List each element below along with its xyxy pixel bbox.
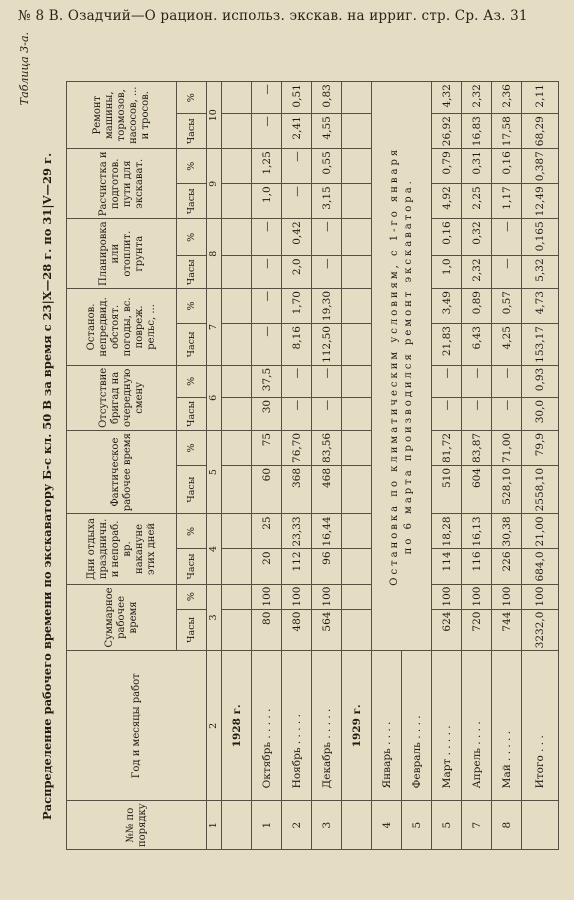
header-group-4: Отсутствие бригад на очередную смену bbox=[67, 365, 177, 430]
year-label: 1928 г. bbox=[222, 651, 252, 801]
total-cell: 2,11 bbox=[522, 82, 559, 114]
total-cell: 3232,0 bbox=[522, 609, 559, 651]
subheader-percent: % bbox=[177, 365, 207, 397]
total-cell: 5,32 bbox=[522, 256, 559, 289]
data-cell: 4,55 bbox=[312, 114, 342, 149]
data-cell: 2,41 bbox=[282, 114, 312, 149]
rotated-table-block bbox=[18, 32, 570, 850]
data-cell: 744 bbox=[492, 609, 522, 651]
data-cell: 100 bbox=[462, 584, 492, 609]
header-period: Год и месяцы работ bbox=[67, 651, 207, 801]
header-group-6: Планировка или отоплит. грунта bbox=[67, 219, 177, 289]
data-cell: — bbox=[312, 256, 342, 289]
column-number: 6 bbox=[207, 365, 222, 430]
data-cell: 2,32 bbox=[462, 82, 492, 114]
empty-cell bbox=[222, 219, 252, 256]
time-distribution-table bbox=[66, 81, 559, 850]
data-cell: — bbox=[462, 397, 492, 430]
data-cell: — bbox=[252, 82, 282, 114]
subheader-percent: % bbox=[177, 149, 207, 184]
row-number bbox=[222, 801, 252, 850]
table-row bbox=[312, 82, 342, 850]
data-cell: 528,10 bbox=[492, 465, 522, 513]
data-cell: 37,5 bbox=[252, 365, 282, 397]
empty-cell bbox=[342, 149, 372, 184]
data-cell: 4,32 bbox=[432, 82, 462, 114]
header-group-1: Суммарное рабочее время bbox=[67, 584, 177, 651]
data-cell: 75 bbox=[252, 430, 282, 465]
data-cell: — bbox=[492, 397, 522, 430]
data-cell: 2,36 bbox=[492, 82, 522, 114]
data-cell: 100 bbox=[312, 584, 342, 609]
header-group-5: Останов. непредвид. обстоят. погоды, вс. повреж. рельс, ... bbox=[67, 289, 177, 366]
total-cell: 21,00 bbox=[522, 514, 559, 549]
data-cell: 16,44 bbox=[312, 514, 342, 549]
data-cell: 510 bbox=[432, 465, 462, 513]
empty-cell bbox=[222, 584, 252, 609]
empty-cell bbox=[342, 256, 372, 289]
total-cell: 68,29 bbox=[522, 114, 559, 149]
data-cell: 112 bbox=[282, 549, 312, 584]
data-cell: — bbox=[432, 365, 462, 397]
data-cell: 0,55 bbox=[312, 149, 342, 184]
table-row bbox=[432, 82, 462, 850]
data-cell: 16,13 bbox=[462, 514, 492, 549]
data-cell: — bbox=[252, 114, 282, 149]
data-cell: 23,33 bbox=[282, 514, 312, 549]
total-cell: 0,165 bbox=[522, 219, 559, 256]
note-line: по 6 марта производился ремонт экскаватора. bbox=[402, 178, 414, 555]
data-cell: 112,50 bbox=[312, 324, 342, 366]
column-number: 7 bbox=[207, 289, 222, 366]
row-number bbox=[522, 801, 559, 850]
data-cell: 8,16 bbox=[282, 324, 312, 366]
total-cell: 79,9 bbox=[522, 430, 559, 465]
empty-cell bbox=[222, 465, 252, 513]
table-row bbox=[462, 82, 492, 850]
table-row bbox=[342, 82, 372, 850]
empty-cell bbox=[342, 184, 372, 219]
data-cell: — bbox=[492, 365, 522, 397]
period-label: Декабрь . . . . . bbox=[312, 651, 342, 801]
data-cell: 114 bbox=[432, 549, 462, 584]
total-cell: 4,73 bbox=[522, 289, 559, 324]
row-number: 2 bbox=[282, 801, 312, 850]
data-cell: 0,79 bbox=[432, 149, 462, 184]
empty-cell bbox=[222, 324, 252, 366]
data-cell: 100 bbox=[282, 584, 312, 609]
data-cell: 30,38 bbox=[492, 514, 522, 549]
table-row bbox=[492, 82, 522, 850]
subheader-hours: Часы bbox=[177, 256, 207, 289]
row-number: 8 bbox=[492, 801, 522, 850]
total-row bbox=[522, 82, 559, 850]
data-cell: 20 bbox=[252, 549, 282, 584]
year-label: 1929 г. bbox=[342, 651, 372, 801]
data-cell: 1,0 bbox=[252, 184, 282, 219]
period-label: Февраль . . . . bbox=[402, 651, 432, 801]
row-number: 5 bbox=[432, 801, 462, 850]
data-cell: 19,30 bbox=[312, 289, 342, 324]
data-cell: 100 bbox=[432, 584, 462, 609]
subheader-hours: Часы bbox=[177, 324, 207, 366]
total-cell: 0,387 bbox=[522, 149, 559, 184]
data-cell: 0,32 bbox=[462, 219, 492, 256]
data-cell: — bbox=[312, 365, 342, 397]
table-body bbox=[222, 82, 559, 850]
empty-cell bbox=[222, 82, 252, 114]
data-cell: 3,15 bbox=[312, 184, 342, 219]
data-cell: 0,16 bbox=[432, 219, 462, 256]
column-number: 10 bbox=[207, 82, 222, 149]
empty-cell bbox=[222, 514, 252, 549]
empty-cell bbox=[342, 289, 372, 324]
empty-cell bbox=[342, 114, 372, 149]
total-cell: 684,0 bbox=[522, 549, 559, 584]
data-cell: — bbox=[282, 184, 312, 219]
data-cell: 0,51 bbox=[282, 82, 312, 114]
data-cell: 2,25 bbox=[462, 184, 492, 219]
empty-cell bbox=[222, 365, 252, 397]
row-number: 1 bbox=[252, 801, 282, 850]
data-cell: 83,87 bbox=[462, 430, 492, 465]
data-cell: 226 bbox=[492, 549, 522, 584]
data-cell: 21,83 bbox=[432, 324, 462, 366]
empty-cell bbox=[222, 430, 252, 465]
data-cell: 624 bbox=[432, 609, 462, 651]
subheader-hours: Часы bbox=[177, 184, 207, 219]
data-cell: 1,0 bbox=[432, 256, 462, 289]
period-label: Апрель . . . . bbox=[462, 651, 492, 801]
column-number: 8 bbox=[207, 219, 222, 289]
data-cell: 0,89 bbox=[462, 289, 492, 324]
empty-cell bbox=[342, 609, 372, 651]
data-cell: — bbox=[252, 219, 282, 256]
data-cell: 1,70 bbox=[282, 289, 312, 324]
data-cell: 564 bbox=[312, 609, 342, 651]
table-row bbox=[252, 82, 282, 850]
empty-cell bbox=[342, 365, 372, 397]
empty-cell bbox=[342, 397, 372, 430]
data-cell: 2,32 bbox=[462, 256, 492, 289]
period-label: Май . . . . . bbox=[492, 651, 522, 801]
column-number: 5 bbox=[207, 430, 222, 513]
empty-cell bbox=[342, 324, 372, 366]
data-cell: 16,83 bbox=[462, 114, 492, 149]
data-cell: 80 bbox=[252, 609, 282, 651]
data-cell: 720 bbox=[462, 609, 492, 651]
data-cell: — bbox=[462, 365, 492, 397]
data-cell: — bbox=[282, 149, 312, 184]
empty-cell bbox=[342, 465, 372, 513]
data-cell: — bbox=[252, 256, 282, 289]
row-number: 3 bbox=[312, 801, 342, 850]
column-number: 4 bbox=[207, 514, 222, 584]
header-group-3: Фактическое рабочее время bbox=[67, 430, 177, 513]
subheader-hours: Часы bbox=[177, 397, 207, 430]
empty-cell bbox=[342, 514, 372, 549]
subheader-hours: Часы bbox=[177, 609, 207, 651]
subheader-hours: Часы bbox=[177, 114, 207, 149]
empty-cell bbox=[222, 549, 252, 584]
data-cell: — bbox=[282, 397, 312, 430]
empty-cell bbox=[222, 114, 252, 149]
header-group-8: Ремонт машины, тормозов, насосов, ... и тросов. bbox=[67, 82, 177, 149]
table-row bbox=[222, 82, 252, 850]
column-number: 1 bbox=[207, 801, 222, 850]
subheader-percent: % bbox=[177, 514, 207, 549]
subheader-percent: % bbox=[177, 430, 207, 465]
empty-cell bbox=[342, 82, 372, 114]
data-cell: 18,28 bbox=[432, 514, 462, 549]
data-cell: 116 bbox=[462, 549, 492, 584]
subheader-percent: % bbox=[177, 584, 207, 609]
data-cell: — bbox=[492, 256, 522, 289]
data-cell: 26,92 bbox=[432, 114, 462, 149]
data-cell: 6,43 bbox=[462, 324, 492, 366]
data-cell: 60 bbox=[252, 465, 282, 513]
data-cell: 25 bbox=[252, 514, 282, 549]
column-number: 2 bbox=[207, 651, 222, 801]
empty-cell bbox=[342, 219, 372, 256]
total-label: Итого . . . bbox=[522, 651, 559, 801]
data-cell: 100 bbox=[252, 584, 282, 609]
empty-cell bbox=[222, 609, 252, 651]
total-cell: 0,93 bbox=[522, 365, 559, 397]
climate-stop-note bbox=[372, 82, 432, 651]
total-cell: 100 bbox=[522, 584, 559, 609]
data-cell: — bbox=[492, 219, 522, 256]
data-cell: 0,83 bbox=[312, 82, 342, 114]
row-number: 5 bbox=[402, 801, 432, 850]
data-cell: 4,92 bbox=[432, 184, 462, 219]
data-cell: 0,42 bbox=[282, 219, 312, 256]
data-cell: 30 bbox=[252, 397, 282, 430]
subheader-percent: % bbox=[177, 219, 207, 256]
data-cell: 3,49 bbox=[432, 289, 462, 324]
subheader-hours: Часы bbox=[177, 549, 207, 584]
data-cell: — bbox=[432, 397, 462, 430]
period-label: Ноябрь . . . . . bbox=[282, 651, 312, 801]
table-tag: Таблица 3-а. bbox=[18, 32, 31, 106]
period-label: Март . . . . . bbox=[432, 651, 462, 801]
data-cell: 83,56 bbox=[312, 430, 342, 465]
empty-cell bbox=[342, 430, 372, 465]
period-label: Январь . . . . bbox=[372, 651, 402, 801]
row-number bbox=[342, 801, 372, 850]
empty-cell bbox=[342, 584, 372, 609]
subheader-hours: Часы bbox=[177, 465, 207, 513]
table-row bbox=[282, 82, 312, 850]
data-cell: 604 bbox=[462, 465, 492, 513]
empty-cell bbox=[342, 549, 372, 584]
data-cell: 76,70 bbox=[282, 430, 312, 465]
data-cell: 480 bbox=[282, 609, 312, 651]
total-cell: 12,49 bbox=[522, 184, 559, 219]
data-cell: — bbox=[252, 324, 282, 366]
data-cell: — bbox=[252, 289, 282, 324]
data-cell: — bbox=[282, 365, 312, 397]
row-number: 7 bbox=[462, 801, 492, 850]
data-cell: 1,25 bbox=[252, 149, 282, 184]
data-cell: 1,17 bbox=[492, 184, 522, 219]
data-cell: 100 bbox=[492, 584, 522, 609]
data-cell: 81,72 bbox=[432, 430, 462, 465]
data-cell: 0,16 bbox=[492, 149, 522, 184]
data-cell: 368 bbox=[282, 465, 312, 513]
subheader-percent: % bbox=[177, 289, 207, 324]
empty-cell bbox=[222, 289, 252, 324]
empty-cell bbox=[222, 184, 252, 219]
header-group-7: Расчистка и подготов. пути для экскават. bbox=[67, 149, 177, 219]
total-cell: 30,0 bbox=[522, 397, 559, 430]
table-row bbox=[372, 82, 402, 850]
data-cell: 0,57 bbox=[492, 289, 522, 324]
data-cell: 4,25 bbox=[492, 324, 522, 366]
data-cell: 2,0 bbox=[282, 256, 312, 289]
header-group-2: Дни отдыха праздничн. и непораб. вр. накануне этих дней bbox=[67, 514, 177, 584]
note-line: Остановка по климатическим условиям, с 1-го января bbox=[388, 146, 400, 586]
column-number: 3 bbox=[207, 584, 222, 651]
data-cell: 468 bbox=[312, 465, 342, 513]
row-number: 4 bbox=[372, 801, 402, 850]
data-cell: 96 bbox=[312, 549, 342, 584]
subheader-percent: % bbox=[177, 82, 207, 114]
header-no: №№ по порядку bbox=[67, 801, 207, 850]
column-number: 9 bbox=[207, 149, 222, 219]
total-cell: 2558,10 bbox=[522, 465, 559, 513]
running-header: № 8 В. Озадчий—О рацион. использ. экскав. на ирриг. стр. Ср. Аз. 31 bbox=[18, 8, 528, 24]
total-cell: 153,17 bbox=[522, 324, 559, 366]
data-cell: — bbox=[312, 397, 342, 430]
period-label: Октябрь . . . . . bbox=[252, 651, 282, 801]
empty-cell bbox=[222, 397, 252, 430]
empty-cell bbox=[222, 256, 252, 289]
data-cell: — bbox=[312, 219, 342, 256]
data-cell: 0,31 bbox=[462, 149, 492, 184]
data-cell: 71,00 bbox=[492, 430, 522, 465]
empty-cell bbox=[222, 149, 252, 184]
data-cell: 17,58 bbox=[492, 114, 522, 149]
table-title: Распределение рабочего времени по экскаватору Б-с кл. 50 В за время с 23|X—28 г. по 31|V—29 г. bbox=[40, 152, 54, 820]
